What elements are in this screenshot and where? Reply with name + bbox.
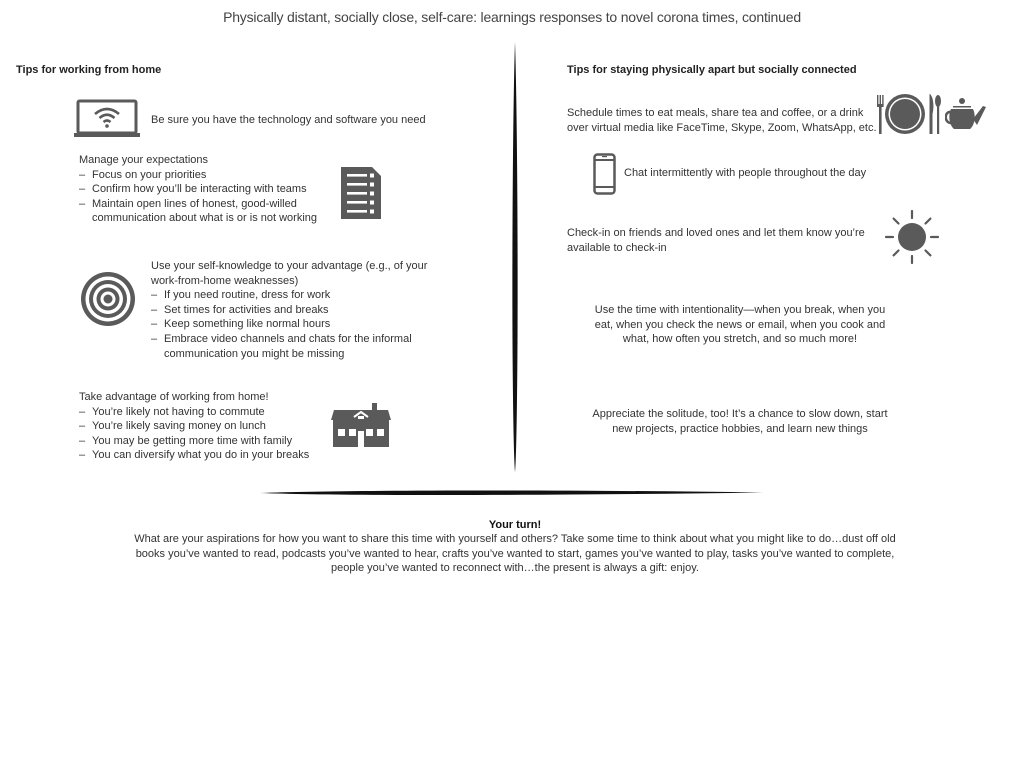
expectations-list [79,168,334,226]
list-item: – Set times for activities and breaks [151,303,441,318]
checkin-tip: Check-in on friends and loved ones and let them know you’re available to check-in [567,227,865,254]
list-item: – Focus on your priorities [79,168,334,183]
list-item: – Maintain open lines of honest, good-willed communication about what is or is not working [79,197,334,226]
list-item: – Keep something like normal hours [151,317,441,332]
advantage-list [79,405,329,463]
technology-tip: Be sure you have the technology and software you need [151,114,426,126]
intentionality-tip: Use the time with intentionality—when you break, when you eat, when you check the news or email, when you cook and what, how often you stretch, and so much more! [594,304,886,346]
list-item: – You’re likely not having to commute [79,405,329,420]
place-setting-icon [876,92,942,136]
list-item: – If you need routine, dress for work [151,288,441,303]
self-knowledge-list [151,288,441,361]
advantage-block [79,390,329,463]
laptop-wifi-icon [73,99,141,139]
footer-text: What are your aspirations for how you want to share this time with yourself and others? Take some time to think about what you might like to do…dust off old books you’ve wanted to read, podcasts you’ve wanted to hear, crafts you’ve wanted to start, games you’ve wanted to play, tasks you’ve wanted to complete, people you’ve wanted to reconnect with…the present is always a gift: enjoy. [134,533,896,575]
expectations-intro: Manage your expectations [79,154,209,166]
page-title: Physically distant, socially close, self-care: learnings responses to novel corona times, continued [223,9,801,25]
sun-icon [884,209,940,265]
self-knowledge-block [151,259,441,361]
list-item: – You may be getting more time with family [79,434,329,449]
self-knowledge-intro: Use your self-knowledge to your advantage (e.g., of your work-from-home weaknesses) [151,260,428,287]
list-item: – You can diversify what you do in your breaks [79,448,329,463]
meals-tip: Schedule times to eat meals, share tea and coffee, or a drink over virtual media like FaceTime, Skype, Zoom, WhatsApp, etc. [567,107,877,134]
expectations-block [79,153,334,226]
list-item: – You’re likely saving money on lunch [79,419,329,434]
teapot-icon [945,97,987,131]
horizontal-divider [260,487,765,499]
left-column-heading: Tips for working from home [16,64,162,76]
list-item: – Confirm how you’ll be interacting with teams [79,182,334,197]
checklist-icon [339,165,383,221]
vertical-divider [508,42,522,472]
advantage-intro: Take advantage of working from home! [79,391,269,403]
smartphone-icon [593,153,616,195]
house-icon [330,402,392,448]
chat-tip: Chat intermittently with people throughout the day [624,167,867,179]
list-item: – Embrace video channels and chats for the informal communication you might be missing [151,332,441,361]
footer-heading: Your turn! [488,519,542,531]
target-icon [80,271,136,327]
solitude-tip: Appreciate the solitude, too! It’s a chance to slow down, start new projects, practice hobbies, and learn new things [592,408,888,435]
right-column-heading: Tips for staying physically apart but socially connected [567,64,857,76]
